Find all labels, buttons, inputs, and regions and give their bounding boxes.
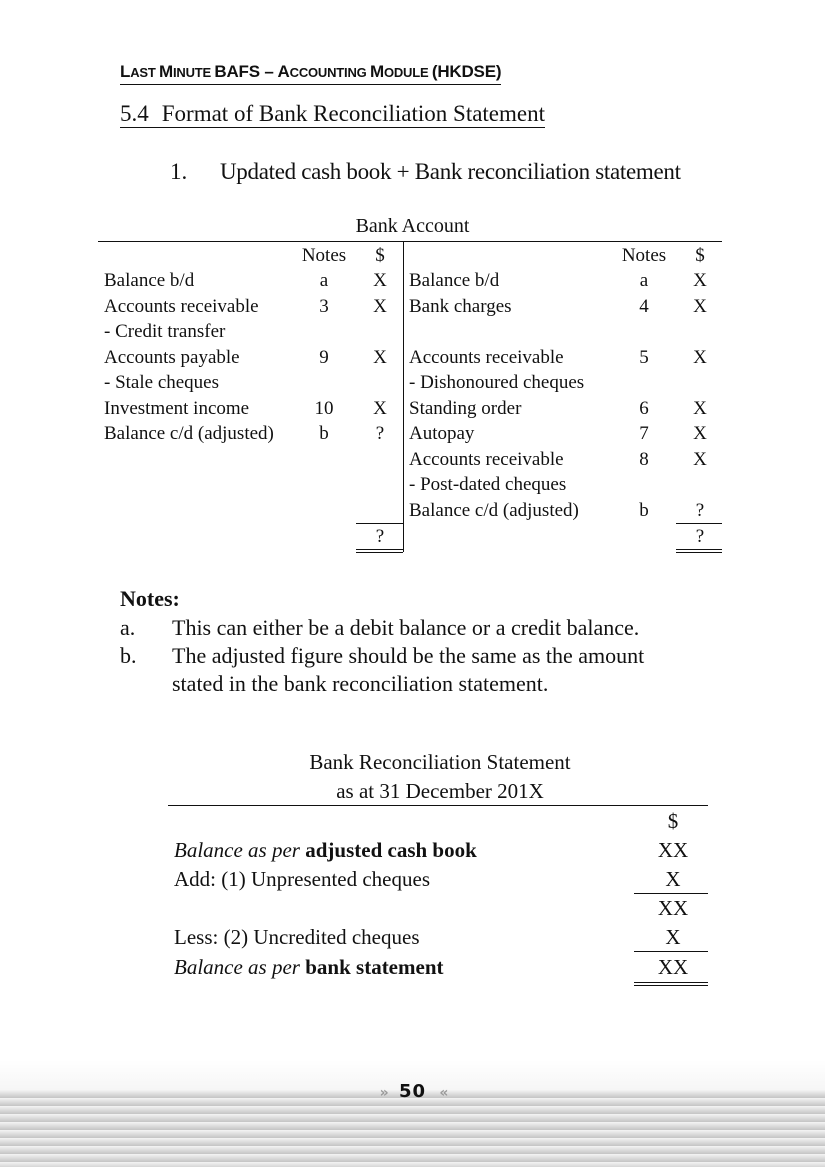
debit-row-label: Accounts payable	[104, 346, 240, 368]
credit-notes-header: Notes	[621, 245, 667, 266]
double-chevron-right-icon: »	[379, 1085, 386, 1101]
reconciliation-line-amount: X	[665, 867, 681, 891]
running-header-part: M	[369, 62, 384, 81]
item-title: Updated cash book + Bank reconciliation statement	[220, 159, 681, 184]
section-title-text: Format of Bank Reconciliation Statement	[161, 101, 546, 126]
reconciliation-line-amount: X	[665, 925, 681, 949]
credit-row-amount: X	[693, 270, 707, 291]
debit-row-label: Balance b/d	[104, 270, 195, 291]
debit-row-label: Balance c/d (adjusted)	[104, 423, 274, 444]
double-chevron-left-icon: «	[439, 1085, 446, 1101]
credit-row-note: 4	[639, 295, 649, 317]
note-marker: a.	[120, 615, 136, 640]
page-number-block	[0, 1081, 825, 1102]
credit-total: ?	[695, 526, 705, 547]
credit-row-label: Bank charges	[409, 295, 512, 317]
note-text: stated in the bank reconciliation statement.	[172, 671, 549, 696]
running-header-part: L	[120, 62, 131, 81]
reconciliation-line-amount: XX	[657, 955, 689, 979]
credit-row-note: a	[639, 270, 649, 291]
debit-row-label: Accounts receivable	[104, 295, 259, 317]
credit-row-note: 6	[639, 397, 649, 419]
reconciliation-date: as at 31 December 201X	[336, 779, 544, 803]
debit-row-label: - Stale cheques	[104, 372, 220, 393]
reconciliation-line-label: Add: (1) Unpresented cheques	[174, 867, 430, 891]
bank-account-title: Bank Account	[355, 215, 470, 237]
credit-row-label: - Post-dated cheques	[409, 474, 567, 495]
label-italic: Balance as per	[174, 955, 306, 979]
debit-double-rule-1	[356, 549, 403, 550]
running-header-part: (HKDSE)	[431, 62, 502, 81]
debit-row-amount: X	[373, 346, 387, 368]
section-number: 5.4	[120, 101, 149, 126]
running-header-part: BAFS – A	[214, 62, 290, 81]
note-text: This can either be a debit balance or a credit balance.	[172, 615, 640, 640]
debit-row-label: - Credit transfer	[104, 321, 226, 342]
debit-double-rule-2	[356, 552, 403, 553]
reconciliation-title: Bank Reconciliation Statement	[309, 750, 571, 774]
running-header-part: ODULE	[383, 65, 432, 80]
running-header-part: CCOUNTING	[289, 65, 370, 80]
debit-row-amount: X	[373, 270, 387, 291]
running-header	[120, 62, 501, 85]
subtotal-rule	[634, 951, 708, 952]
credit-row-label: Standing order	[409, 397, 522, 419]
t-account-divider	[403, 241, 404, 552]
section-title	[120, 101, 545, 128]
debit-notes-header: Notes	[301, 245, 347, 266]
debit-row-note: b	[319, 423, 329, 444]
running-header-part: M	[159, 62, 173, 81]
notes-heading: Notes:	[120, 586, 180, 611]
debit-row-amount: X	[373, 397, 387, 419]
credit-double-rule-2	[676, 552, 722, 553]
note-marker: b.	[120, 643, 137, 668]
debit-row-amount: X	[373, 295, 387, 317]
credit-double-rule-1	[676, 549, 722, 550]
credit-row-note: 8	[639, 448, 649, 470]
debit-row-label: Investment income	[104, 397, 250, 419]
note-text: The adjusted figure should be the same as the amount	[172, 643, 645, 668]
debit-row-note: 10	[314, 397, 334, 419]
debit-row-note: 9	[319, 346, 329, 368]
label-bold: adjusted cash book	[305, 838, 477, 862]
reconciliation-line-label	[174, 953, 444, 982]
credit-row-label: Accounts receivable	[409, 346, 564, 368]
credit-row-label: Balance c/d (adjusted)	[409, 499, 579, 521]
credit-row-amount: X	[693, 346, 707, 368]
reconciliation-line-amount: XX	[657, 896, 689, 920]
credit-row-amount: X	[693, 295, 707, 317]
credit-row-label: Accounts receivable	[409, 448, 564, 470]
credit-row-note: 7	[639, 423, 649, 444]
credit-row-note: b	[639, 499, 649, 521]
running-header-part: INUTE	[172, 65, 215, 80]
page-number: 50	[398, 1081, 427, 1102]
t-account-top-rule	[98, 241, 722, 242]
credit-row-label: - Dishonoured cheques	[409, 372, 585, 393]
reconciliation-line-amount: XX	[657, 838, 689, 862]
label-italic: Balance as per	[174, 838, 306, 862]
debit-row-note: a	[319, 270, 329, 291]
item-number: 1.	[170, 159, 188, 184]
reconciliation-top-rule	[168, 805, 708, 806]
credit-row-amount: ?	[695, 499, 705, 521]
credit-row-note: 5	[639, 346, 649, 368]
debit-row-note: 3	[319, 295, 329, 317]
credit-row-label: Balance b/d	[409, 270, 500, 291]
debit-total: ?	[375, 526, 385, 547]
credit-row-label: Autopay	[409, 423, 475, 444]
credit-row-amount: X	[693, 448, 707, 470]
credit-amount-header: $	[695, 245, 705, 266]
final-double-rule-2	[634, 985, 708, 986]
credit-row-amount: X	[693, 423, 707, 444]
debit-row-amount: ?	[375, 423, 385, 444]
debit-amount-header: $	[375, 245, 385, 266]
reconciliation-line-label: Less: (2) Uncredited cheques	[174, 925, 420, 949]
final-double-rule-1	[634, 982, 708, 983]
credit-row-amount: X	[693, 397, 707, 419]
label-bold: bank statement	[305, 955, 444, 979]
running-header-part: AST	[130, 65, 159, 80]
reconciliation-line-label	[174, 836, 477, 865]
reconciliation-currency: $	[667, 809, 679, 833]
